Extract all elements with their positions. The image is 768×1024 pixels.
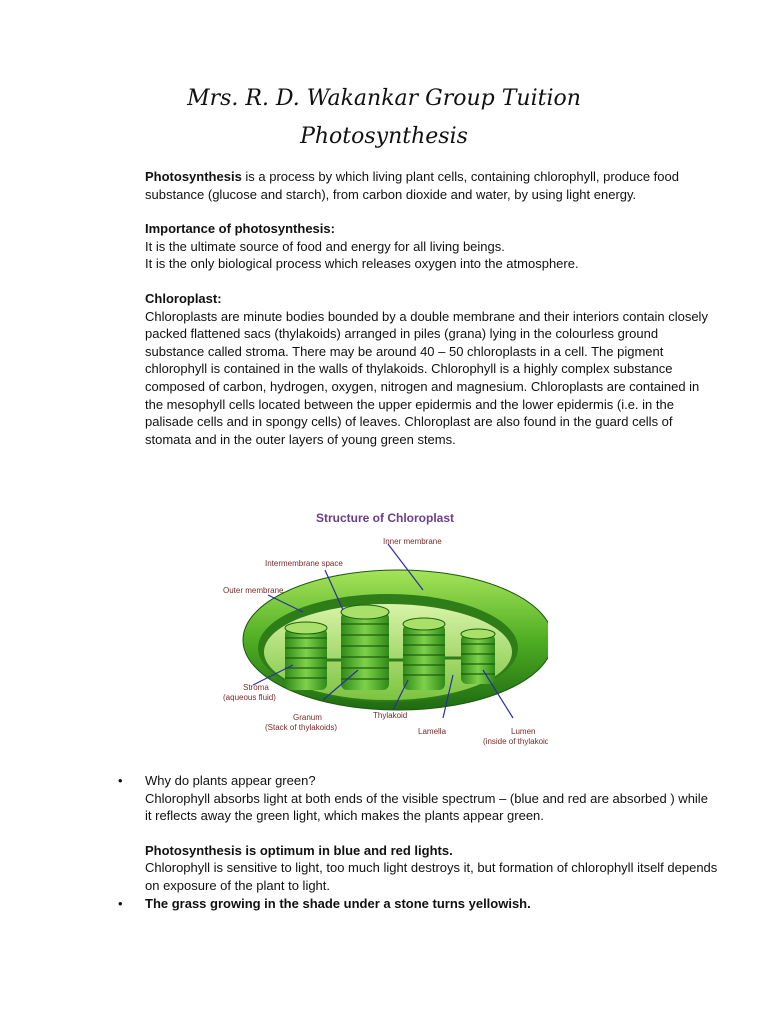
label-granum-note: (Stack of thylakoids) (265, 723, 338, 732)
granum-stack-2 (341, 605, 389, 690)
label-intermembrane-space: Intermembrane space (265, 559, 343, 568)
optimum-text: Chlorophyll is sensitive to light, too much light destroys it, but formation of chlorophyll itself depends on exposure of the plant to light. (145, 860, 718, 893)
shade-text: The grass growing in the shade under a stone turns yellowish. (145, 895, 531, 911)
optimum-heading: Photosynthesis is optimum in blue and red lights. (145, 842, 453, 858)
intro-paragraph (145, 168, 713, 203)
intro-section (145, 168, 713, 448)
chloroplast-figure (213, 500, 548, 750)
chloroplast-paragraph: Chloroplasts are minute bodies bounded by a double membrane and their interiors contain closely packed flattened sacs (thylakoids) arranged in piles (grana) lying in the colourless ground substance called stroma. There may be around 40 – 50 chloroplasts in a cell. The pigment chlorophyll is contained in the walls of thylakoids. Chlorophyll is a highly complex substance composed of carbon, hydrogen, oxygen, nitrogen and magnesium. Chloroplasts are contained in the mesophyll cells located between the upper epidermis and the lower epidermis (i.e. in the palisade cells and in spongy cells) of leaves. Chloroplast are also found in the guard cells of stomata and in the outer layers of young green stems. (145, 308, 708, 447)
importance-heading: Importance of photosynthesis: (145, 221, 335, 237)
why-green-question: Why do plants appear green? (145, 773, 316, 788)
label-stroma-note: (aqueous fluid) (223, 693, 276, 702)
page-subtitle: Photosynthesis (300, 124, 468, 149)
granum-stack-1 (285, 622, 327, 690)
intro-term: Photosynthesis (145, 169, 242, 184)
label-lumen: Lumen (511, 727, 536, 736)
label-inner-membrane: Inner membrane (383, 537, 442, 546)
importance-line-2: It is the only biological process which releases oxygen into the atmosphere. (145, 256, 579, 272)
intro-definition: is a process by which living plant cells, containing chlorophyll, produce food substance (glucose and starch), from carbon dioxide and water, by using light energy. (145, 169, 679, 202)
bullet-why-green (118, 772, 718, 895)
granum-stack-3 (403, 618, 445, 690)
granum-stack-4 (461, 629, 495, 684)
bullet-shade (118, 895, 718, 913)
label-stroma: Stroma (243, 683, 269, 692)
chloroplast-heading: Chloroplast: (145, 290, 222, 306)
bullet-icon: • (118, 773, 123, 788)
bullet-section (118, 772, 718, 912)
label-outer-membrane: Outer membrane (223, 586, 284, 595)
label-granum: Granum (293, 713, 322, 722)
label-thylakoid: Thylakoid (373, 711, 408, 720)
figure-title: Structure of Chloroplast (315, 511, 455, 525)
bullet-icon: • (118, 895, 123, 911)
why-green-answer: Chlorophyll absorbs light at both ends of the visible spectrum – (blue and red are absorbed ) while it reflects away the green light, which makes the plants appear green. (145, 790, 708, 824)
page-title: Mrs. R. D. Wakankar Group Tuition (187, 86, 581, 111)
importance-line-1: It is the ultimate source of food and energy for all living beings. (145, 238, 505, 254)
chloroplast-diagram (213, 500, 548, 750)
label-lamella: Lamella (418, 727, 447, 736)
label-lumen-note: (inside of thylakoid) (483, 737, 548, 746)
